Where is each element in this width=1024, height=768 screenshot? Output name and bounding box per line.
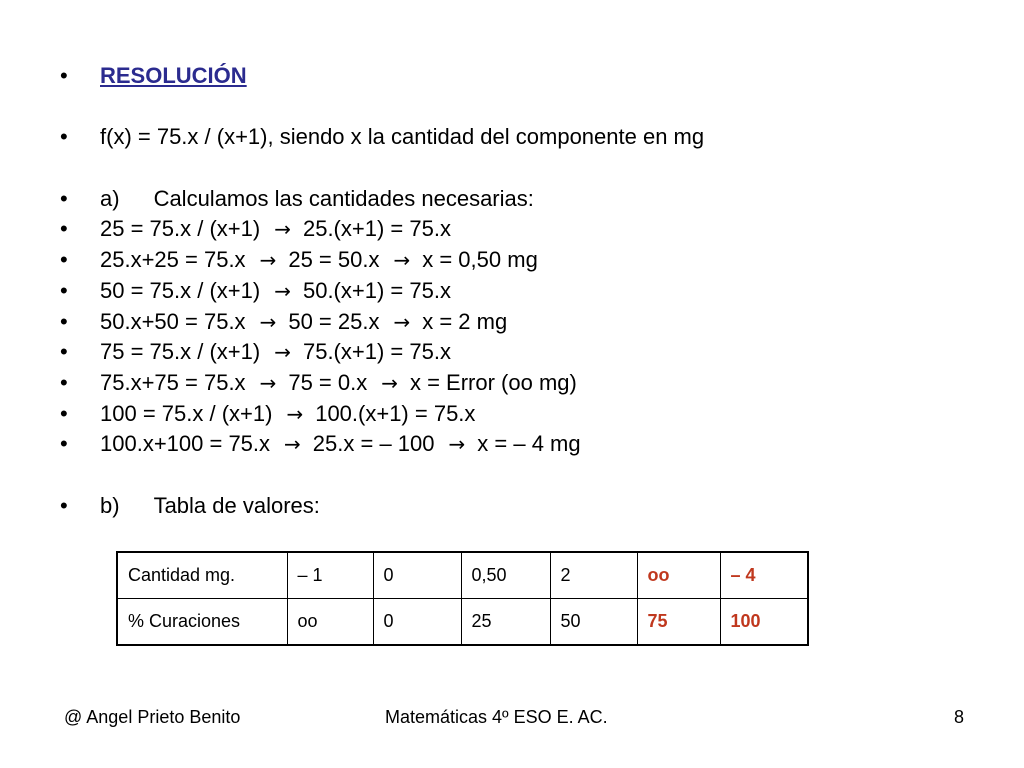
equation-segment: 100.(x+1) = 75.x: [315, 400, 476, 426]
equation-segment: 25.(x+1) = 75.x: [302, 216, 451, 242]
part-a-line: [60, 184, 704, 215]
arrow-icon: →: [274, 217, 291, 242]
table-cell: 0: [373, 552, 461, 599]
table-cell: oo: [637, 552, 720, 599]
arrow-icon: →: [284, 432, 301, 457]
equation-segment: 25 = 75.x / (x+1): [100, 216, 261, 242]
heading-line: [60, 61, 704, 92]
equation-segment: 100.x+100 = 75.x: [100, 431, 271, 457]
step-line: [60, 399, 704, 430]
equation-segment: 50.x+50 = 75.x: [100, 308, 246, 334]
arrow-icon: →: [259, 309, 277, 334]
equation-segment: 25.x = – 100: [312, 431, 435, 457]
equation-segment: x = 2 mg: [422, 308, 508, 334]
table-cell: 25: [461, 599, 550, 646]
row-header-cell: Cantidad mg.: [117, 552, 287, 599]
table-cell: – 1: [287, 552, 373, 599]
equation-segment: 75.(x+1) = 75.x: [302, 339, 451, 365]
function-definition: [60, 122, 704, 153]
table-row: [117, 599, 808, 646]
equation-segment: x = 0,50 mg: [422, 247, 538, 273]
equation-segment: 25.x+25 = 75.x: [100, 247, 246, 273]
part-b-label: b): [100, 492, 120, 518]
equation-segment: 75 = 0.x: [288, 369, 368, 395]
table-cell: 0: [373, 599, 461, 646]
step-line: [60, 214, 704, 245]
arrow-icon: →: [448, 432, 466, 457]
step-line: [60, 429, 704, 460]
arrow-icon: →: [393, 309, 411, 334]
row-header-cell: % Curaciones: [117, 599, 287, 646]
spacer: [60, 460, 704, 491]
equation-segment: 75 = 75.x / (x+1): [100, 339, 261, 365]
equation-segment: 50 = 75.x / (x+1): [100, 277, 261, 303]
table-cell: oo: [287, 599, 373, 646]
slide-content: [60, 61, 704, 521]
part-b-text: Tabla de valores:: [153, 492, 320, 518]
step-line: [60, 245, 704, 276]
step-line: [60, 368, 704, 399]
equation-segment: 100 = 75.x / (x+1): [100, 400, 273, 426]
footer-page-number: 8: [954, 707, 965, 727]
table-cell: 75: [637, 599, 720, 646]
steps-list: [60, 214, 704, 460]
step-line: [60, 276, 704, 307]
equation-segment: 25 = 50.x: [288, 247, 380, 273]
table-cell: 50: [550, 599, 637, 646]
step-line: [60, 337, 704, 368]
arrow-icon: →: [259, 248, 277, 273]
part-a-text: Calculamos las cantidades necesarias:: [153, 185, 534, 211]
values-table: [116, 551, 809, 646]
table-cell: 100: [720, 599, 808, 646]
part-b-line: [60, 491, 704, 522]
arrow-icon: →: [393, 248, 411, 273]
footer-author: @ Angel Prieto Benito: [64, 707, 241, 727]
footer-course: Matemáticas 4º ESO E. AC.: [385, 707, 608, 727]
part-a-label: a): [100, 185, 120, 211]
arrow-icon: →: [274, 340, 291, 365]
spacer: [60, 153, 704, 184]
slide-heading: RESOLUCIÓN: [100, 63, 247, 88]
arrow-icon: →: [259, 370, 277, 395]
table-cell: 2: [550, 552, 637, 599]
arrow-icon: →: [274, 278, 291, 303]
table-cell: – 4: [720, 552, 808, 599]
equation-segment: 50.(x+1) = 75.x: [302, 277, 451, 303]
equation-segment: 50 = 25.x: [288, 308, 380, 334]
table-cell: 0,50: [461, 552, 550, 599]
function-text: f(x) = 75.x / (x+1), siendo x la cantidad del componente en mg: [100, 124, 705, 150]
equation-segment: 75.x+75 = 75.x: [100, 369, 246, 395]
arrow-icon: →: [381, 370, 398, 395]
equation-segment: x = – 4 mg: [477, 431, 581, 457]
step-line: [60, 307, 704, 338]
table-row: [117, 552, 808, 599]
equation-segment: x = Error (oo mg): [409, 369, 577, 395]
spacer: [60, 92, 704, 123]
arrow-icon: →: [286, 401, 304, 426]
